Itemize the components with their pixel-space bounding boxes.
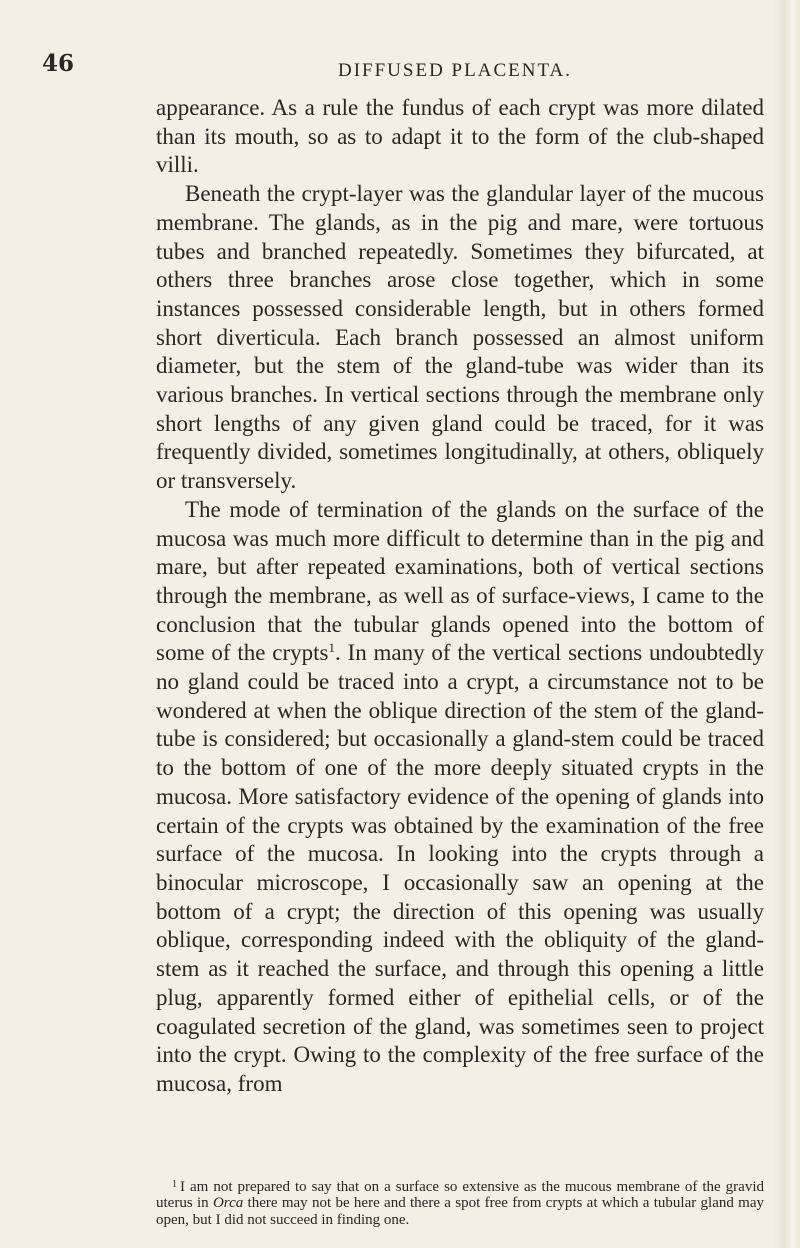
paragraph-1: appearance. As a rule the fundus of each crypt was more dilated than its mouth, so as to adapt it to the form of the club-shaped villi. [156,95,764,178]
running-title: DIFFUSED PLACENTA. [338,60,572,81]
page-header [0,50,800,90]
footnote-text-1: I am not prepared to say that on a surface so extensive as the mucous membrane of the gravid uterus in [156,1179,764,1212]
paragraph-3-part-1: The mode of termination of the glands on the surface of the mucosa was much more difficult to determine than in the pig and mare, but after repeated examinations, both of vertical sections through the membrane, as well as of surface-views, I came to the conclusion that the tubular glands opened into the bottom of some of the crypts [156,496,764,666]
footnote [156,1177,764,1228]
page-edge-shadow [774,0,800,1248]
page-number: 46 [42,50,75,77]
paragraph-3-part-2: . In many of the vertical sections undoubtedly no gland could be traced into a crypt, a circumstance not to be wondered at when the oblique direction of the stem of the gland-tube is considered; but occasionally a gland-stem could be traced to the bottom of one of the more deeply situated crypts in the mucosa. More satisfactory evidence of the opening of glands into certain of the crypts was obtained by the examination of the free surface of the mucosa. In looking into the crypts through a binocular microscope, I occasionally saw an opening at the bottom of a crypt; the direction of this opening was usually oblique, corresponding indeed with the obliquity of the gland-stem as it reached the surface, and through this opening a little plug, apparently formed either of epithelial cells, or of the coagulated secretion of the gland, was sometimes seen to project into the crypt. Owing to the complexity of the free surface of the mucosa, from [156,640,764,1096]
footnote-italic-term: Orca [212,1195,244,1212]
footnote-text-2: there may not be here and there a spot free from crypts at which a tubular gland may open, but I did not succeed in finding one. [156,1195,764,1228]
paragraph-2: Beneath the crypt-layer was the glandular layer of the mucous membrane. The glands, as in the pig and mare, were tortuous tubes and branched repeatedly. Sometimes they bifurcated, at others three branches arose close together, which in some instances possessed considerable length, but in others formed short diverticula. Each branch possessed an almost uniform diameter, but the stem of the gland-tube was wider than its various branches. In vertical sections through the membrane only short lengths of any given gland could be traced, for it was frequently divided, sometimes longitudinally, at others, obliquely or transversely. [156,181,764,494]
body-text [156,94,764,1099]
paragraph-3 [156,496,764,1099]
footnote-reference: 1 [328,640,335,656]
footnote-mark: 1 [172,1179,177,1190]
